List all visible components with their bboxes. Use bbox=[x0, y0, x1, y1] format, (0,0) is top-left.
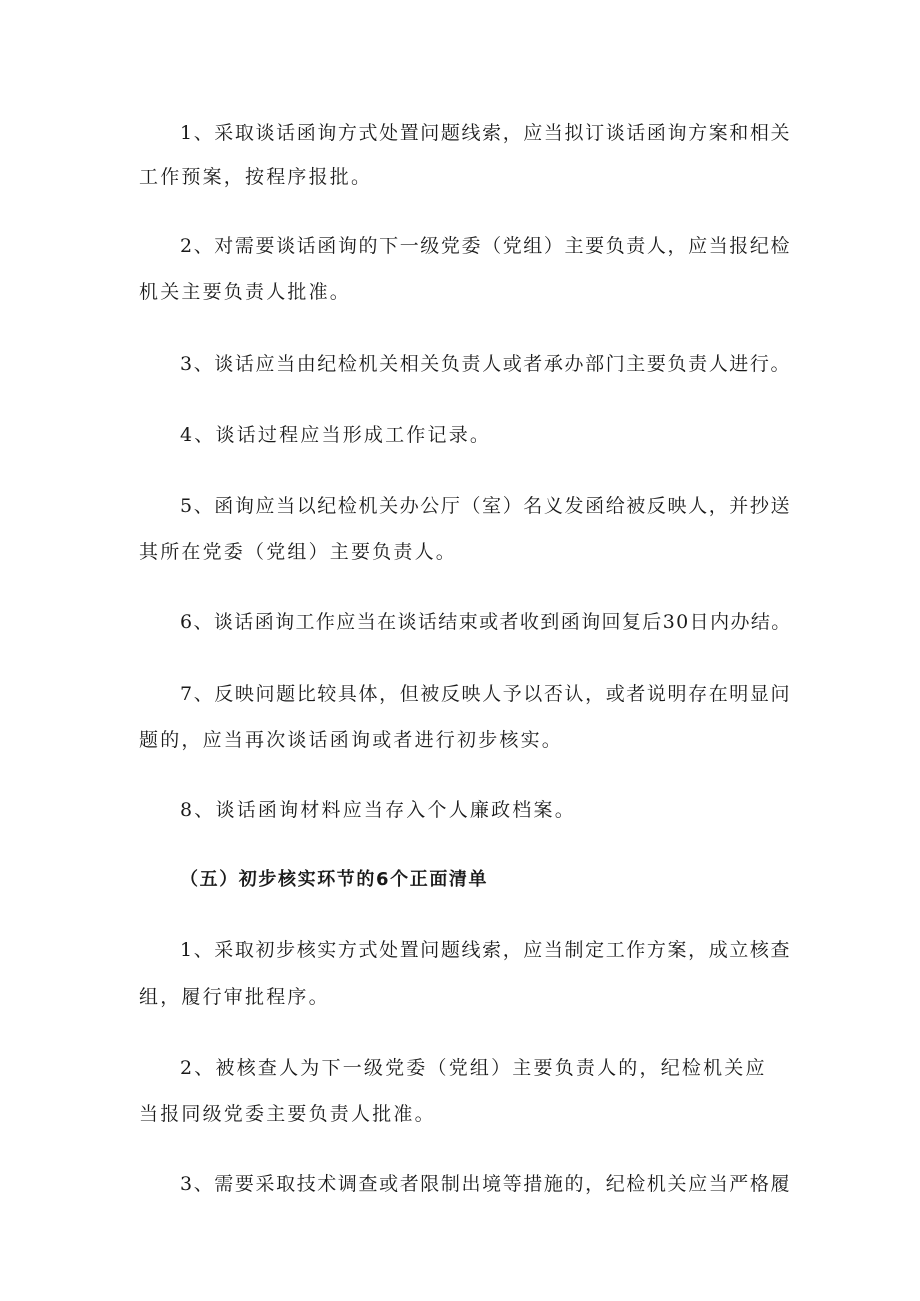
section-paragraph-2-line-2: 当报同级党委主要负责人批准。 bbox=[139, 1103, 436, 1125]
paragraph-1-line-2: 工作预案，按程序报批。 bbox=[139, 166, 373, 188]
paragraph-3: 3、谈话应当由纪检机关相关负责人或者承办部门主要负责人进行。 bbox=[180, 353, 792, 375]
paragraph-2-line-1: 2、对需要谈话函询的下一级党委（党组）主要负责人，应当报纪检 bbox=[180, 235, 792, 257]
paragraph-5-line-1: 5、函询应当以纪检机关办公厅（室）名义发函给被反映人，并抄送 bbox=[180, 495, 792, 517]
paragraph-7-line-1: 7、反映问题比较具体，但被反映人予以否认，或者说明存在明显问 bbox=[180, 683, 792, 705]
paragraph-1-line-1: 1、采取谈话函询方式处置问题线索，应当拟订谈话函询方案和相关 bbox=[180, 122, 792, 144]
section-heading: （五）初步核实环节的6个正面清单 bbox=[180, 869, 489, 890]
section-paragraph-2-line-1: 2、被核查人为下一级党委（党组）主要负责人的，纪检机关应 bbox=[180, 1057, 767, 1079]
section-paragraph-1-line-2: 组，履行审批程序。 bbox=[139, 986, 330, 1008]
section-paragraph-1-line-1: 1、采取初步核实方式处置问题线索，应当制定工作方案，成立核查 bbox=[180, 939, 792, 961]
paragraph-8: 8、谈话函询材料应当存入个人廉政档案。 bbox=[180, 799, 576, 821]
paragraph-4: 4、谈话过程应当形成工作记录。 bbox=[180, 424, 492, 446]
paragraph-7-line-2: 题的，应当再次谈话函询或者进行初步核实。 bbox=[139, 729, 564, 751]
paragraph-6: 6、谈话函询工作应当在谈话结束或者收到函询回复后30日内办结。 bbox=[180, 611, 792, 633]
paragraph-5-line-2: 其所在党委（党组）主要负责人。 bbox=[139, 541, 458, 563]
paragraph-2-line-2: 机关主要负责人批准。 bbox=[139, 281, 352, 303]
section-paragraph-3-line-1: 3、需要采取技术调查或者限制出境等措施的，纪检机关应当严格履 bbox=[180, 1173, 792, 1195]
